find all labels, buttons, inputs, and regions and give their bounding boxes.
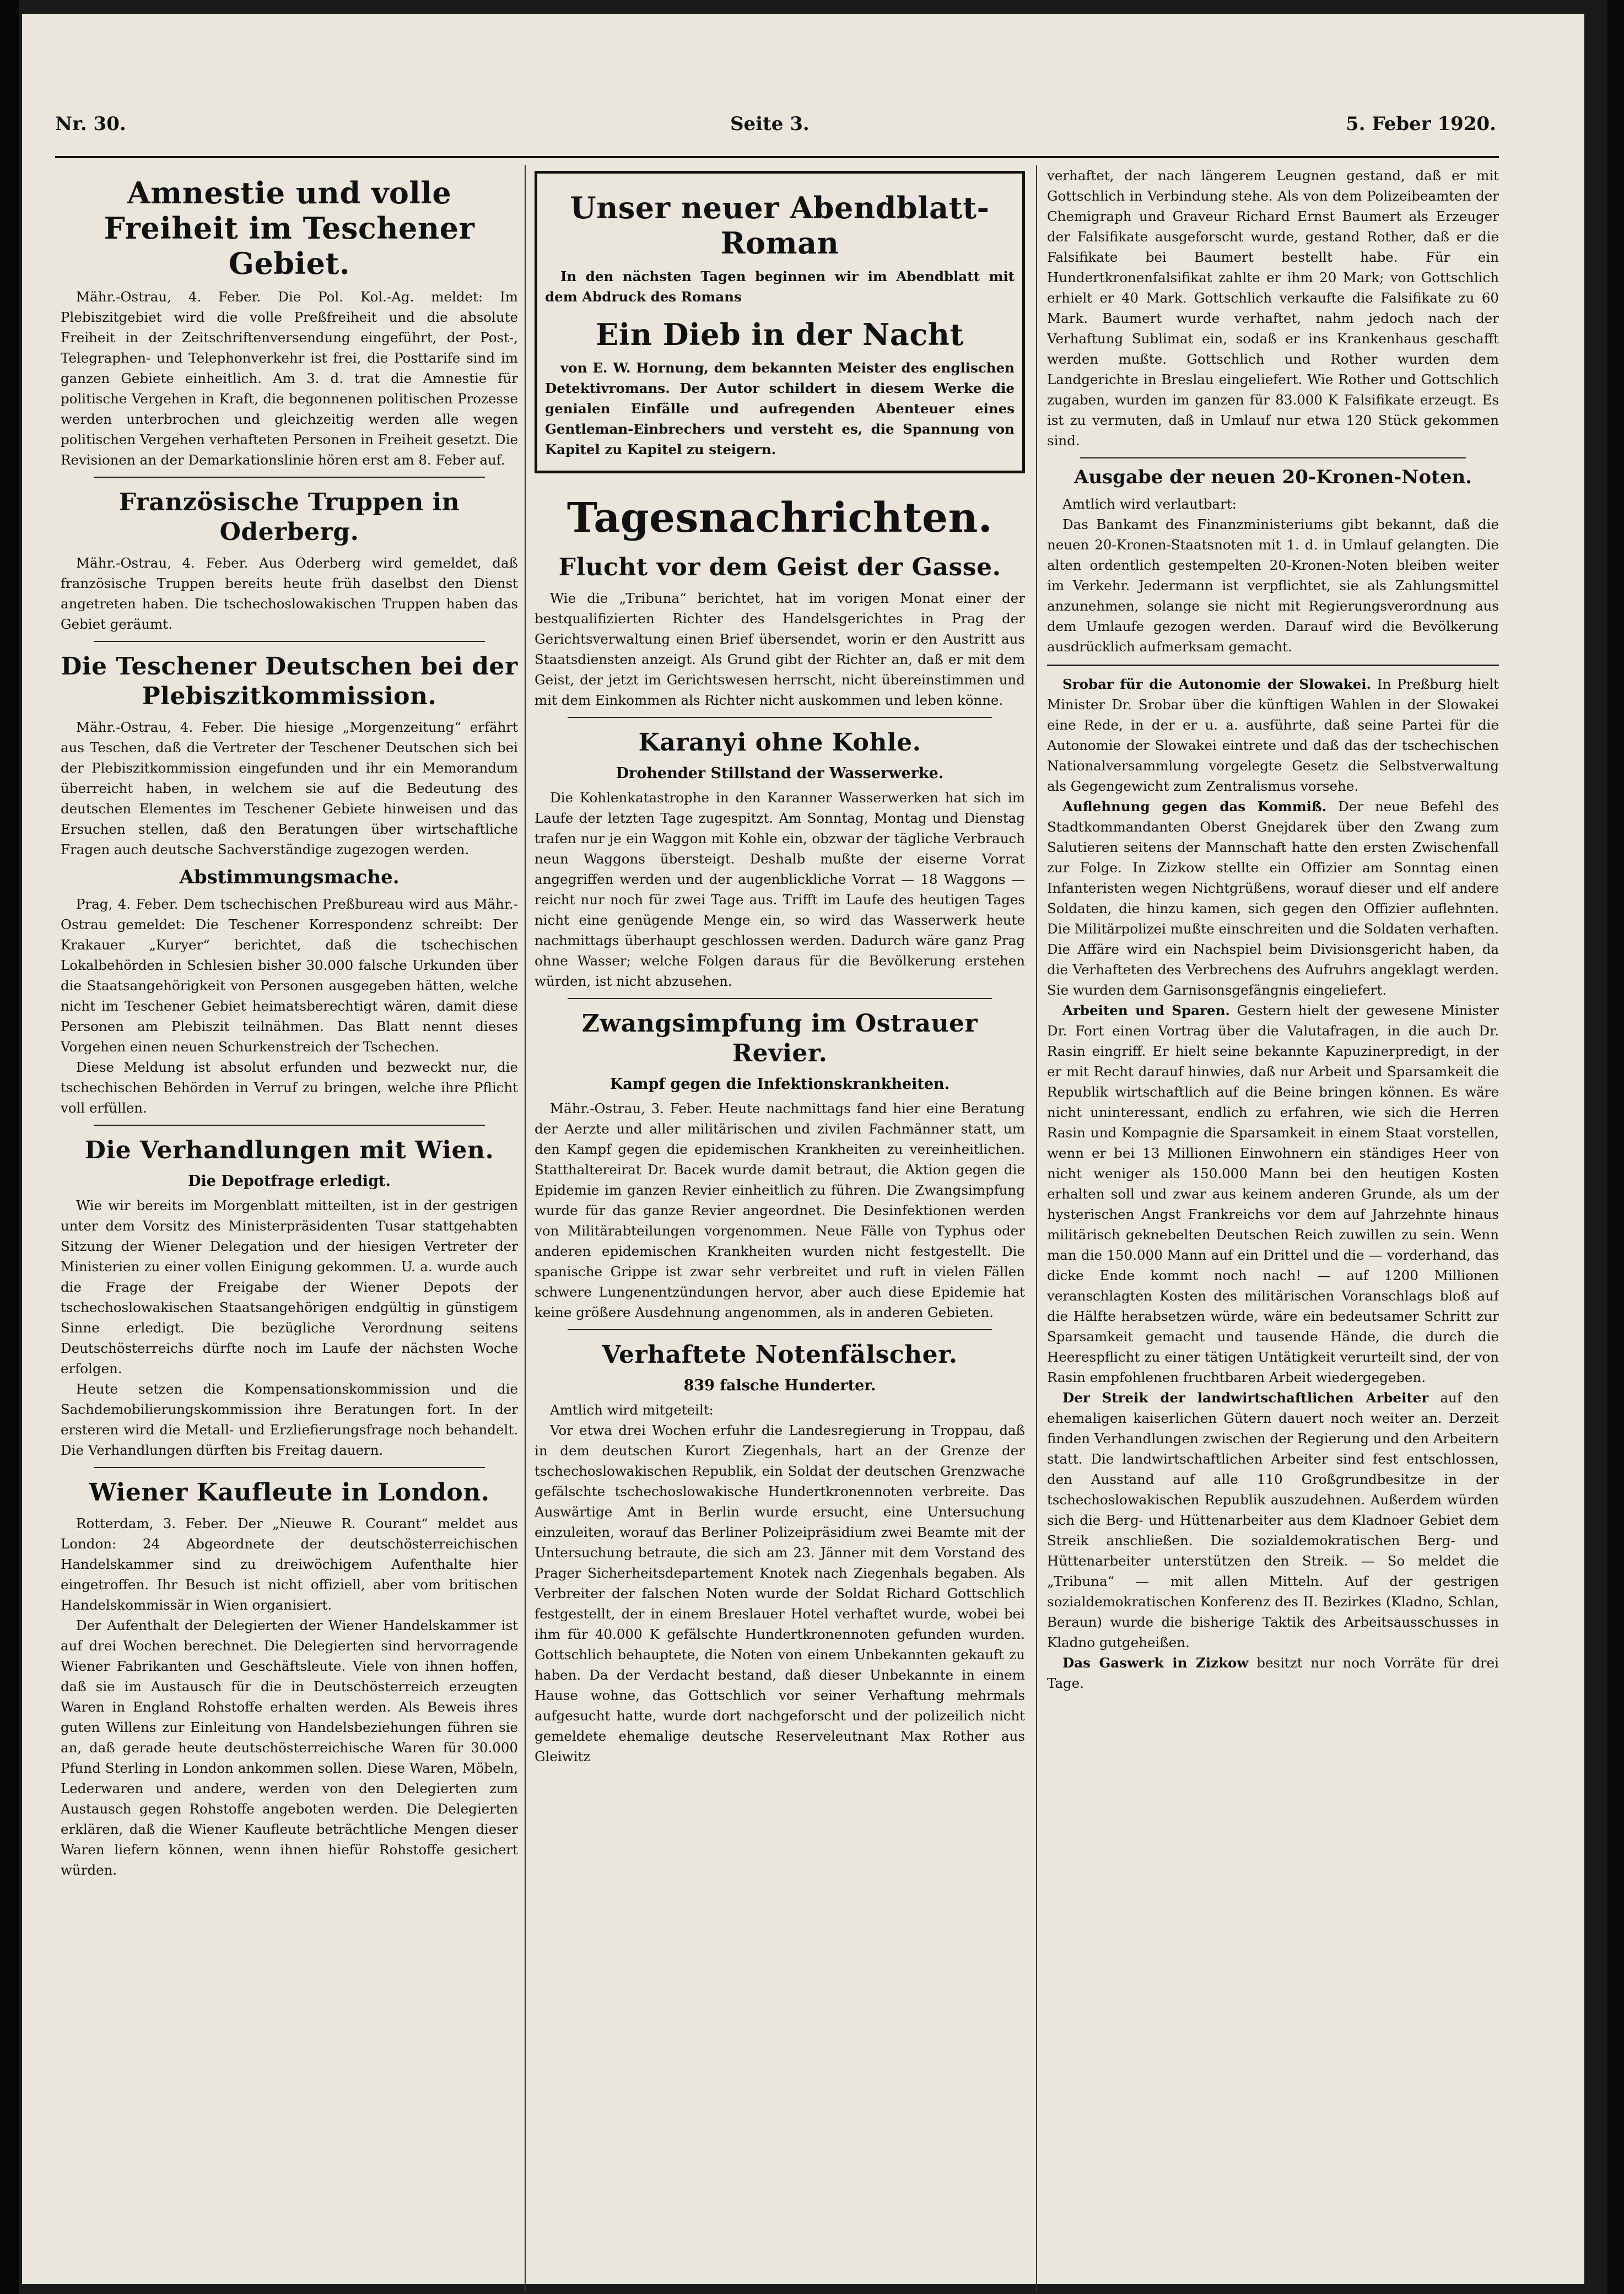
news-body: Gestern hielt der gewesene Minister Dr. Fort einen Vortrag über die Valutafragen, in die auch Dr. Rasin eingriff. Er hielt seine bekannte Kapuzinerpredigt, in der er mit Recht darauf hinwies, daß nur Arbeit und Sparsamkeit die Republik wirtschaftlich auf die Beine bringen können. Es wäre nicht uninteressant, endlich zu erfahren, wie sich die Herren Rasin und Kompagnie die Sparsamkeit in einem Staat vorstellen, wenn er bei 13 Millionen Einwohnern ein ständiges Heer von nicht weniger als 150.000 Mann bei den heutigen Kosten erhalten soll und zwar aus keinem anderen Grunde, als um der hysterischen Angst Frankreichs vor dem auf Jahrzehnte hinaus militärisch geknebelten Deutschen Reich zuwillen zu sein. Wenn man die 150.000 Mann auf ein Drittel und die — vorderhand, das dicke Ende kommt noch nach! — auf 1200 Millionen veranschlagten Kosten des militärischen Voranschlags bloß auf die Hälfte herabsetzen würde, wäre ein bedeutsamer Schritt zur Sparsamkeit gemacht und tausende Hände, die durch die Heerespflicht zu einer tätigen Untätigkeit verurteilt sind, der von Rasin empfohlenen fruchtbaren Arbeit wiedergegeben. (1047, 1002, 1499, 1385)
article-body: Der Aufenthalt der Delegierten der Wiener Handelskammer ist auf drei Wochen berechnet. Die Delegierten sind hervorragende Wiener Fabrikanten und Geschäftsleute. Viele von ihnen hoffen, daß sie im Austausch für die in Deutschösterreich erzeugten Waren in England Rohstoffe erhalten werden. Als Beweis ihres guten Willens zur Einleitung von Handelsbeziehungen führen sie an, daß gerade heute deutschösterreichische Waren für 30.000 Pfund Sterling in London ankommen sollen. Diese Waren, Möbeln, Lederwaren und andere, werden von den Delegierten zum Austausch gegen Rohstoffe angeboten werden. Die Delegierten erklären, daß die Wiener Kaufleute beträchtliche Mengen dieser Waren liefern können, wenn ihnen hiefür Rohstoffe gesichert würden. (61, 1617, 518, 1878)
column-2 (535, 165, 1025, 2292)
column-1 (61, 165, 518, 2292)
news-item (1047, 674, 1499, 796)
box-body: von E. W. Hornung, dem bekannten Meister des englischen Detektivromans. Der Autor schildert in diesem Werke die genialen Einfälle und aufregenden Abenteuer eines Gentleman-Einbrechers und versteht es, die Spannung von Kapitel zu Kapitel zu steigern. (545, 360, 1015, 457)
article-body: Mähr.-Ostrau, 4. Feber. Die Pol. Kol.-Ag. meldet: Im Plebiszitgebiet wird die volle Preßfreiheit und die absolute Freiheit in der Zeitschriftenversendung eingeführt, der Post-, Telegraphen- und Telephonverkehr ist frei, die Posttarife sind im ganzen Gebiete einheitlich. Am 3. d. trat die Amnestie für politische Vergehen in Kraft, die begonnenen politischen Prozesse werden unterbrochen und gleichzeitig werden alle wegen politischen Vergehen verhafteten Personen in Freiheit gesetzt. Die Revisionen an der Demarkationslinie hören erst am 8. Feber auf. (61, 289, 518, 468)
news-runin: Der Streik der landwirtschaftlichen Arbeiter (1062, 1390, 1429, 1406)
article-body: Mähr.-Ostrau, 3. Feber. Heute nachmittags fand hier eine Beratung der Aerzte und aller militärischen und zivilen Fachmänner statt, um den Kampf gegen die epidemischen Krankheiten zu vereinheitlichen. Statthaltereirat Dr. Bacek wurde damit betraut, die Aktion gegen die Epidemie im ganzen Revier einheitlich zu führen. Die Zwangsimpfung wurde für das ganze Revier angeordnet. Die Desinfektionen werden von Militärabteilungen vorgenommen. Neue Fälle von Typhus oder anderen epidemischen Krankheiten wurden nicht festgestellt. Die spanische Grippe ist zwar sehr verbreitet und ruft in vielen Fällen schwere Lungenentzündungen hervor, aber auch diese Epidemie hat keine größere Ausdehnung angenommen, als in anderen Gebieten. (535, 1100, 1025, 1320)
news-body: In Preßburg hielt Minister Dr. Srobar über die künftigen Wahlen in der Slowakei eine Rede, in der er u. a. ausführte, daß seine Partei für die Autonomie der Slowakei eintrete und daß das der tschechischen Nationalversammlung vorgelegte Gesetz die Selbstverwaltung als Gegengewicht zum Zentralismus vorsehe. (1047, 676, 1499, 794)
article-title: Amnestie und volle Freiheit im Teschener Gebiet. (104, 175, 475, 281)
separator (94, 1125, 485, 1126)
issue-date: 5. Feber 1920. (1346, 113, 1496, 135)
article-body: Wie die „Tribuna“ berichtet, hat im vorigen Monat einer der bestqualifizierten Richter des Handelsgerichtes in Prag der Gerichtsverwaltung einen Brief übersendet, worin er den Austritt aus Staatsdiensten anzeigt. Als Grund gibt der Richter an, daß er mit dem Geist, der jetzt im Gerichtswesen herrscht, nicht übereinstimmen und mit dem Einkommen als Richter nicht auskommen und leben könne. (535, 590, 1025, 708)
article-title: Flucht vor dem Geist der Gasse. (558, 553, 1001, 581)
article-body: Mähr.-Ostrau, 4. Feber. Die hiesige „Morgenzeitung“ erfährt aus Teschen, daß die Vertreter der Teschener Deutschen sich bei der Plebiszitkommission eingefunden und ihr ein Memorandum überreicht haben, in welchem sie auf die Bedeutung des deutschen Elementes im Teschener Gebiete hinweisen und das Ersuchen stellen, daß den Beratungen über wirtschaftliche Fragen auch deutsche Sachverständige zugezogen werden. (61, 719, 518, 857)
news-item (1047, 1388, 1499, 1653)
newspaper-page (22, 14, 1584, 2284)
separator (94, 477, 485, 478)
article-title: Abstimmungsmache. (179, 866, 400, 888)
article-subtitle: Drohender Stillstand der Wasserwerke. (616, 765, 944, 782)
separator (94, 641, 485, 642)
page-header (55, 113, 1496, 146)
article-title: Die Verhandlungen mit Wien. (84, 1136, 494, 1164)
article-body: Diese Meldung ist absolut erfunden und bezweckt nur, die tschechischen Behörden in Verruf zu bringen, welche ihre Pflicht voll erfüllen. (61, 1059, 518, 1116)
article-body: Amtlich wird mitgeteilt: (550, 1402, 714, 1418)
news-runin: Srobar für die Autonomie der Slowakei. (1062, 676, 1372, 692)
article-title: Karanyi ohne Kohle. (638, 728, 921, 757)
article-title: Wiener Kaufleute in London. (89, 1478, 490, 1507)
novel-announcement-box (535, 171, 1025, 473)
article-body: Vor etwa drei Wochen erfuhr die Landesregierung in Troppau, daß in dem deutschen Kurort Ziegenhals, hart an der Grenze der tschechoslowakischen Republik, ein Soldat der deutschen Grenzwache gefälschte tschechoslowakische Hundertkronennoten verbreite. Das Auswärtige Amt in Berlin wurde ersucht, eine Untersuchung einzuleiten, worauf das Berliner Polizeipräsidium zwei Beamte mit der Untersuchung betraute, die sich am 23. Jänner mit dem Vorstand des Prager Sicherheitsdepartement Knotek nach Ziegenhals begaben. Als Verbreiter der falschen Noten wurde der Soldat Richard Gottschlich festgestellt, der in einem Breslauer Hotel verhaftet wurde, wobei bei ihm für 40.000 K gefälschte Hundertkronennoten gefunden wurden. Gottschlich behauptete, die Noten von einem Unbekannten gekauft zu haben. Da der Verdacht bestand, daß dieser Unbekannte in einem Hause wohne, das Gottschlich vor seiner Verhaftung mehrmals aufgesucht hatte, wurde dort nachgeforscht und der polizeilich nicht gemeldete ehemalige deutsche Reserveleutnant Max Rother aus Gleiwitz (535, 1422, 1025, 1764)
separator (568, 717, 992, 718)
news-item (1047, 1000, 1499, 1388)
separator (94, 1467, 485, 1468)
article-title: Die Teschener Deutschen bei der Plebiszitkommission. (61, 652, 518, 710)
separator (1047, 665, 1499, 666)
article-title: Ausgabe der neuen 20-Kronen-Noten. (1073, 466, 1472, 488)
article-body: Amtlich wird verlautbart: (1062, 496, 1237, 512)
article-title: Zwangsimpfung im Ostrauer Revier. (581, 1010, 978, 1067)
novel-title: Ein Dieb in der Nacht (596, 317, 964, 352)
article-body: verhaftet, der nach längerem Leugnen gestand, daß er mit Gottschlich in Verbindung stehe. Als von dem Polizeibeamten der Chemigraph und Graveur Richard Ernst Baumert als Erzeuger der Falsifikate ausgeforscht wurde, gestand Rother, daß er die Falsifikate bei Baumert bestellt habe. Für ein Hundertkronenfalsifikat zahlte er ihm 20 Mark; von Gottschlich erhielt er 40 Mark. Gottschlich verkaufte die Falsifikate zu 60 Mark. Baumert wurde verhaftet, nahm jedoch nach der Verhaftung Sublimat ein, sodaß er ins Krankenhaus geschafft werden mußte. Gottschlich und Rother wurden dem Landgerichte in Breslau eingeliefert. Wie Rother und Gottschlich zugaben, wurden im ganzen für 83.000 K Falsifikate erzeugt. Es ist zu vermuten, daß in Umlauf nur etwa 120 Stück gekommen sind. (1047, 168, 1499, 449)
article-body: Das Bankamt des Finanzministeriums gibt bekannt, daß die neuen 20-Kronen-Staatsnoten mit 1. d. in Umlauf gelangten. Die alten ordentlich gestempelten 20-Kronen-Noten bleiben weiter im Verkehr. Jedermann ist verpflichtet, sie als Zahlungsmittel anzunehmen, solange sie nicht mit Regierungsverordnung aus dem Umlaufe gezogen werden. Darauf wird die Bevölkerung ausdrücklich aufmerksam gemacht. (1047, 516, 1499, 655)
article-subtitle: 839 falsche Hunderter. (683, 1377, 876, 1394)
article-body: Heute setzen die Kompensationskommission und die Sachdemobilierungskommission ihre Beratungen fort. In der ersteren wird die Metall- und Erzliefierungsfrage noch behandelt. Die Verhandlungen dürften bis Freitag dauern. (61, 1381, 518, 1458)
news-runin: Arbeiten und Sparen. (1062, 1002, 1230, 1018)
news-item (1047, 1653, 1499, 1693)
news-body: auf den ehemaligen kaiserlichen Gütern dauert noch weiter an. Derzeit finden Verhandlungen zwischen der Regierung und den Arbeitern statt. Die landwirtschaftlichen Arbeiter sind fest entschlossen, den Ausstand auf alle 110 Großgrundbesitze in der tschechoslowakischen Republik auszudehnen. Außerdem würden sich die Berg- und Hüttenarbeiter aus dem Kladnoer Gebiet dem Streik anschließen. Die sozialdemokratischen Berg- und Hüttenarbeiter unterstützen den Streik. — So meldet die „Tribuna“ — mit allen Mitteln. Auf der gestrigen sozialdemokratischen Konferenz des II. Bezirkes (Kladno, Schlan, Beraun) wurde die bisherige Taktik des Arbeitsausschusses in Kladno gutgeheißen. (1047, 1390, 1499, 1650)
article-body: Mähr.-Ostrau, 4. Feber. Aus Oderberg wird gemeldet, daß französische Truppen bereits heute früh daselbst den Dienst angetreten haben. Die tschechoslowakischen Truppen haben das Gebiet geräumt. (61, 555, 518, 632)
article-subtitle: Kampf gegen die Infektionskrankheiten. (609, 1076, 950, 1093)
box-intro: In den nächsten Tagen beginnen wir im Abendblatt mit dem Abdruck des Romans (545, 268, 1015, 305)
article-body: Wie wir bereits im Morgenblatt mitteilten, ist in der gestrigen unter dem Vorsitz des Ministerpräsidenten Tusar stattgehabten Sitzung der Wiener Delegation und der hiesigen Vertreter der Ministerien zu einer vollen Einigung gekommen. U. a. wurde auch die Frage der Freigabe der Wiener Depots der tschechoslowakischen Staatsangehörigen endgültig in günstigem Sinne erledigt. Die bezügliche Verordnung seitens Deutschösterreichs dürfte noch im Laufe der nächsten Woche erfolgen. (61, 1197, 518, 1377)
separator (568, 998, 992, 999)
column-rule-1 (525, 165, 526, 2292)
article-subtitle: Die Depotfrage erledigt. (188, 1173, 391, 1190)
news-item (1047, 796, 1499, 1000)
news-body: Der neue Befehl des Stadtkommandanten Oberst Gnejdarek über den Zwang zum Salutieren seitens der Mannschaft hatte den ersten Zwischenfall zur Folge. In Zizkow stellte ein Offizier am Sonntag einen Infanteristen wegen Nichtgrüßens, worauf dieser und elf andere Soldaten, die hinzu kamen, sich gegen den Offizier auflehnten. Die Militärpolizei mußte einschreiten und die Soldaten verhaften. Die Affäre wird ein Nachspiel beim Divisionsgericht haben, da die Verhafteten des Verbrechens des Aufruhrs angeklagt werden. Sie wurden dem Garnisonsgefängnis eingeliefert. (1047, 798, 1499, 998)
article-body: Rotterdam, 3. Feber. Der „Nieuwe R. Courant“ meldet aus London: 24 Abgeordnete der deutschösterreichischen Handelskammer sind zu dreiwöchigem Aufenthalte hier eingetroffen. Ihr Besuch ist nicht offiziell, aber vom britischen Handelskommissär in Wien organisiert. (61, 1515, 518, 1613)
box-title: Unser neuer Abendblatt-Roman (570, 190, 990, 261)
section-title: Tagesnachrichten. (566, 494, 993, 542)
news-body: besitzt nur noch Vorräte für drei Tage. (1047, 1655, 1499, 1691)
article-title: Verhaftete Notenfälscher. (602, 1341, 958, 1369)
column-rule-2 (1036, 165, 1037, 2292)
article-body: Die Kohlenkatastrophe in den Karanner Wasserwerken hat sich im Laufe der letzten Tage zugespitzt. Am Sonntag, Montag und Dienstag trafen nur je ein Waggon mit Kohle ein, obzwar der tägliche Verbrauch neun Waggons übersteigt. Deshalb mußte der eiserne Vorrat angegriffen werden und der augenblickliche Vorrat — 18 Waggons — reicht nur noch für zwei Tage aus. Trifft im Laufe des heutigen Tages nicht eine genügende Menge ein, so wird das Wasserwerk heute nachmittags überhaupt geschlossen werden. Dadurch wäre ganz Prag ohne Wasser; welche Folgen daraus für die Bevölkerung erstehen würden, ist nicht abzusehen. (535, 790, 1025, 989)
page-number: Seite 3. (730, 113, 810, 135)
scan-right-edge (1607, 0, 1624, 2294)
news-runin: Auflehnung gegen das Kommiß. (1062, 798, 1327, 814)
header-rule (55, 156, 1499, 158)
column-3 (1047, 165, 1499, 2292)
article-title: Französische Truppen in Oderberg. (118, 488, 460, 546)
news-runin: Das Gaswerk in Zizkow (1062, 1655, 1249, 1671)
scan-left-edge (0, 0, 19, 2294)
separator (568, 1329, 992, 1330)
article-body: Prag, 4. Feber. Dem tschechischen Preßbureau wird aus Mähr.-Ostrau gemeldet: Die Teschener Korrespondenz schreibt: Der Krakauer „Kuryer“ berichtet, daß die tschechischen Lokalbehörden in Schlesien bisher 30.000 falsche Urkunden über die Staatsangehörigkeit von Personen ausgegeben hätten, welche nicht im Teschener Gebiet heimatsberechtigt wären, damit diese Personen am Plebiszit teilnähmen. Das Blatt nennt dieses Vorgehen einen neuen Schurkenstreich der Tschechen. (61, 896, 518, 1055)
issue-number: Nr. 30. (55, 113, 126, 135)
separator (1080, 457, 1466, 458)
